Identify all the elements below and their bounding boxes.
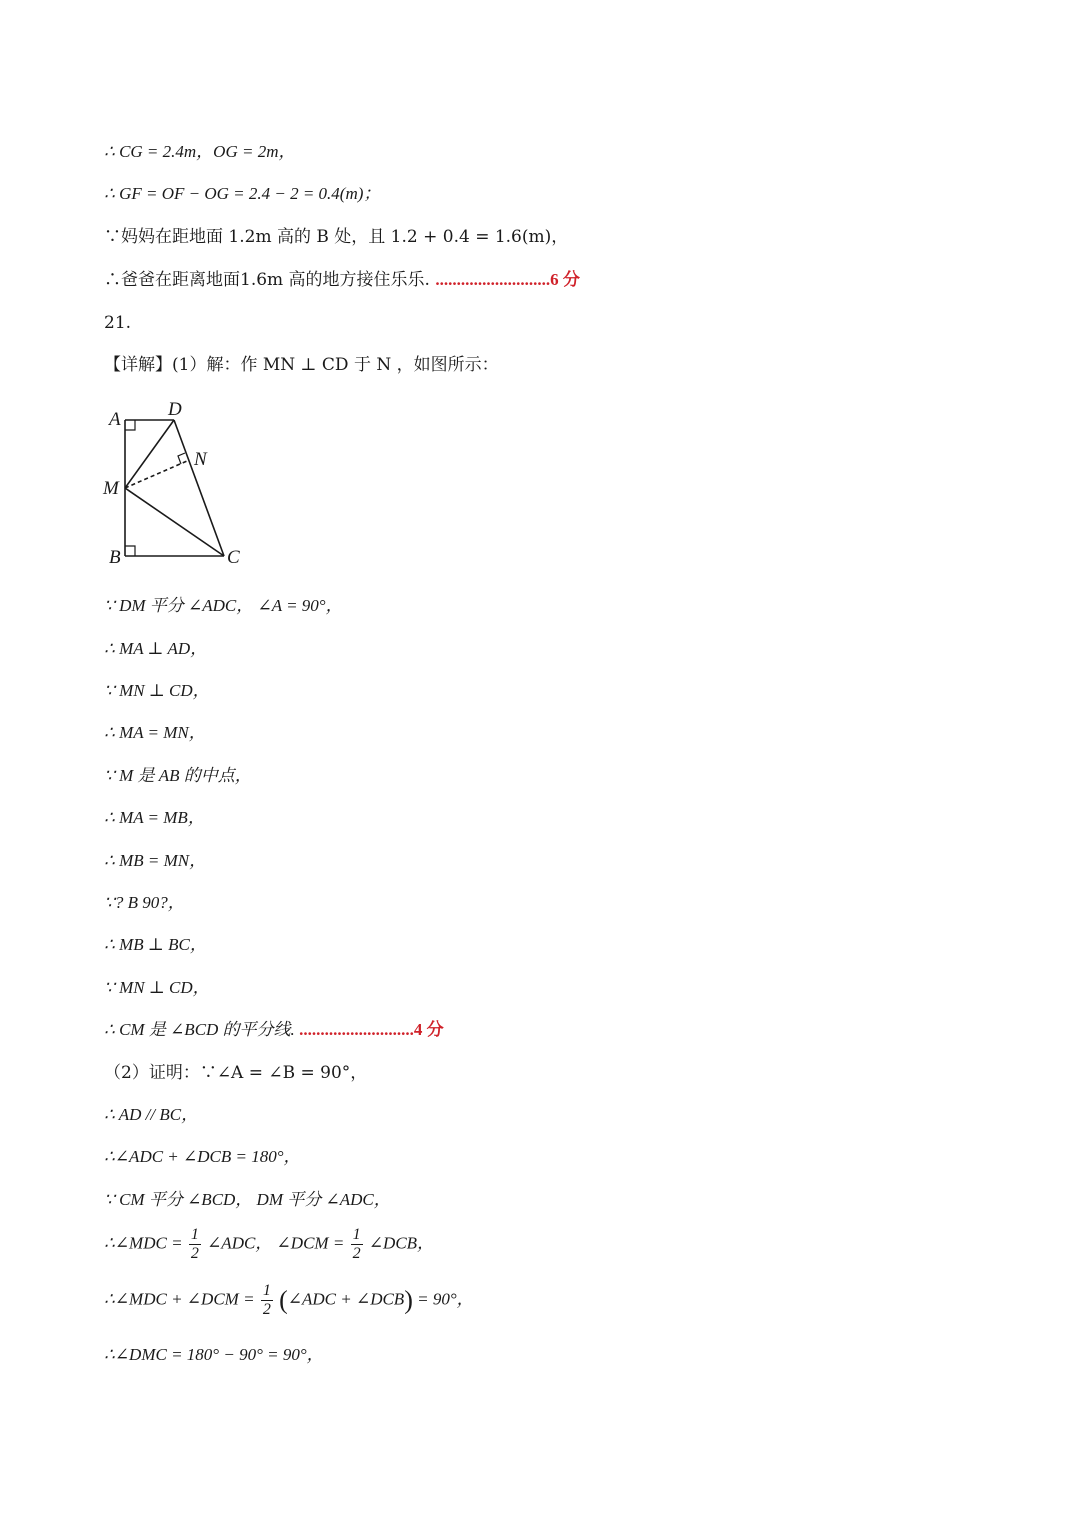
conclusion-text: ∴ CM 是 ∠BCD 的平分线. xyxy=(104,1020,295,1039)
fraction-half xyxy=(351,1226,363,1263)
text-line-24: ∴∠DMC = 180° − 90° = 90°， xyxy=(104,1345,324,1364)
label-m: M xyxy=(103,478,119,499)
text-line-9: ∵ MN ⊥ CD， xyxy=(104,681,210,700)
text-line-23 xyxy=(104,1282,474,1319)
fraction-denominator: 2 xyxy=(352,1245,361,1262)
right-angle-mark-a xyxy=(125,420,135,430)
text-line-10: ∴ MA = MN， xyxy=(104,723,206,742)
label-b: B xyxy=(109,547,121,568)
text-line-2: ∴ GF = OF − OG = 2.4 − 2 = 0.4(m)； xyxy=(104,184,381,203)
label-c: C xyxy=(227,547,240,568)
text-line-7: ∵ DM 平分 ∠ADC， ∠A = 90°， xyxy=(104,596,343,615)
proof-heading: （2）证明：∵∠A = ∠B = 90°， xyxy=(104,1063,368,1083)
text-line-12: ∴ MA = MB， xyxy=(104,808,205,827)
text-line-3: ∵妈妈在距地面 1.2m 高的 B 处，且 1.2 + 0.4 = 1.6(m)， xyxy=(104,227,569,247)
paren-open: ( xyxy=(279,1285,288,1315)
fraction-half xyxy=(189,1226,201,1263)
expr-part: ∴∠MDC = xyxy=(104,1233,183,1253)
fraction-half xyxy=(261,1282,273,1319)
text-line-13: ∴ MB = MN， xyxy=(104,851,207,870)
label-a: A xyxy=(109,409,121,430)
text-line-15: ∴ MB ⊥ BC， xyxy=(104,935,207,954)
expr-part: ∠ADC + ∠DCB xyxy=(287,1289,405,1309)
score-marker: ...........................4 分 xyxy=(299,1020,444,1039)
fraction-numerator: 1 xyxy=(262,1282,271,1299)
text-line-14: ∵? B 90?， xyxy=(104,893,185,912)
text-line-16: ∵ MN ⊥ CD， xyxy=(104,978,210,997)
statement-text: ∴爸爸在距离地面1.6m 高的地方接住乐乐. xyxy=(104,270,430,290)
text-line-19: ∴ AD // BC， xyxy=(104,1105,199,1124)
score-marker: ...........................6 分 xyxy=(435,270,580,289)
text-line-4 xyxy=(104,268,580,292)
segment-mc xyxy=(125,488,224,556)
expr-part: ∠DCB， xyxy=(368,1233,435,1253)
question-number: 21. xyxy=(104,313,132,333)
paren-close: ) xyxy=(404,1285,413,1315)
text-line-22 xyxy=(104,1226,434,1263)
fraction-denominator: 2 xyxy=(262,1301,271,1318)
fraction-denominator: 2 xyxy=(190,1245,199,1262)
text-line-1: ∴ CG = 2.4m，OG = 2m， xyxy=(104,142,296,161)
label-n: N xyxy=(194,449,207,470)
fraction-numerator: 1 xyxy=(352,1226,361,1243)
text-line-11: ∵ M 是 AB 的中点， xyxy=(104,766,252,785)
text-line-21: ∵ CM 平分 ∠BCD， DM 平分 ∠ADC， xyxy=(104,1190,391,1209)
segment-dc xyxy=(174,420,224,556)
text-line-20: ∴∠ADC + ∠DCB = 180°， xyxy=(104,1147,301,1166)
text-line-8: ∴ MA ⊥ AD， xyxy=(104,639,208,658)
expr-part: = 90°， xyxy=(417,1289,474,1309)
text-line-17 xyxy=(104,1018,444,1042)
label-d: D xyxy=(168,399,182,420)
solution-heading: 【详解】(1）解：作 MN ⊥ CD 于 N ，如图所示： xyxy=(104,355,499,375)
right-angle-mark-b xyxy=(125,546,135,556)
expr-part: ∴∠MDC + ∠DCM = xyxy=(104,1289,255,1309)
fraction-numerator: 1 xyxy=(190,1226,199,1243)
expr-part: ∠ADC， ∠DCM = xyxy=(207,1233,345,1253)
geometry-figure xyxy=(98,398,258,573)
